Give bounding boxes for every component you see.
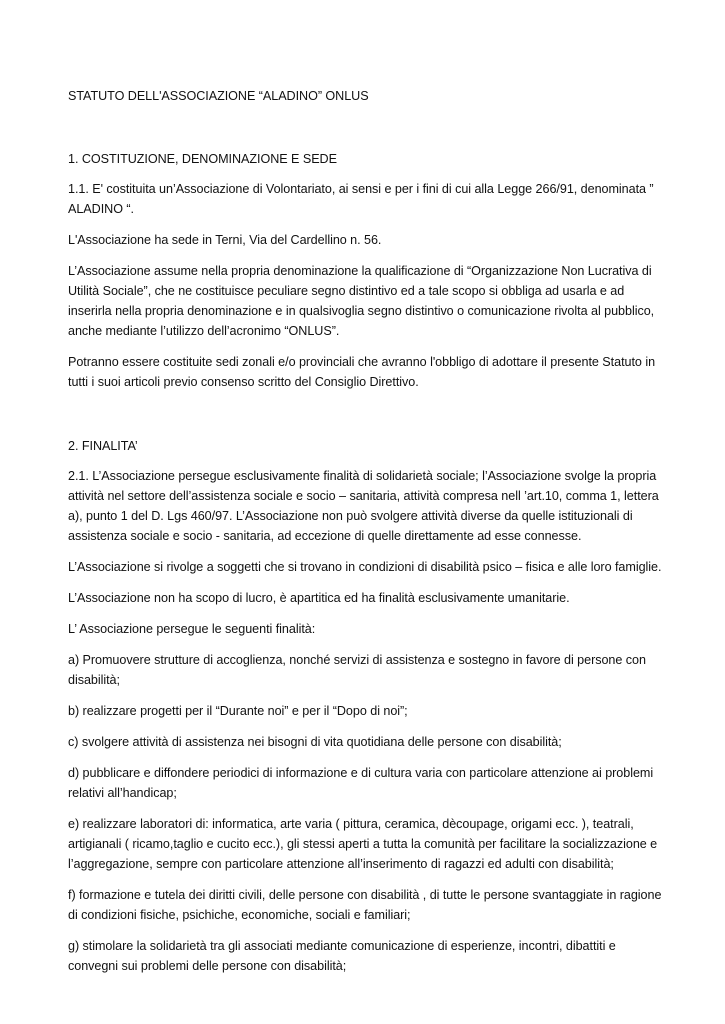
document-body [68, 86, 668, 987]
paragraph: L’ Associazione persegue le seguenti finalità: [68, 622, 316, 636]
list-item: e) realizzare laboratori di: informatica, arte varia ( pittura, ceramica, dècoupage, origami ecc. ), teatrali, artigianali ( ricamo,taglio e cucito ecc.), gli stessi aperti a tutta la comunità per facilitare la socializzazione e l’aggregazione, sempre con particolare attenzione all’inserimento di ragazzi ed adulti con disabilità; [68, 817, 658, 871]
list-item: g) stimolare la solidarietà tra gli associati mediante comunicazione di esperienze, incontri, dibattiti e convegni sui problemi delle persone con disabilità; [68, 939, 616, 973]
section-finalita [68, 436, 668, 976]
list-item: b) realizzare progetti per il “Durante noi” e per il “Dopo di noi”; [68, 704, 408, 718]
paragraph: L’Associazione si rivolge a soggetti che si trovano in condizioni di disabilità psico – fisica e alle loro famiglie. [68, 560, 662, 574]
paragraph: 2.1. L’Associazione persegue esclusivamente finalità di solidarietà sociale; l’Associazione svolge la propria attività nel settore dell’assistenza sociale e socio – sanitaria, attività compresa nell ’art.10, comma 1, lettera a), punto 1 del D. Lgs 460/97. L’Associazione non può svolgere attività diverse da quelle istituzionali di assistenza sociale e socio - sanitaria, ad eccezione di quelle direttamente ad esse connesse. [68, 469, 659, 543]
list-item: c) svolgere attività di assistenza nei bisogni di vita quotidiana delle persone con disabilità; [68, 735, 562, 749]
list-item: a) Promuovere strutture di accoglienza, nonché servizi di assistenza e sostegno in favore di persone con disabilità; [68, 653, 646, 687]
section-costituzione [68, 149, 668, 392]
paragraph: L’Associazione non ha scopo di lucro, è apartitica ed ha finalità esclusivamente umanitarie. [68, 591, 570, 605]
list-item: d) pubblicare e diffondere periodici di informazione e di cultura varia con particolare attenzione ai problemi relativi all’handicap; [68, 766, 654, 800]
section-spacer [68, 403, 668, 436]
section-heading: 1. COSTITUZIONE, DENOMINAZIONE E SEDE [68, 152, 337, 166]
paragraph: L'Associazione ha sede in Terni, Via del Cardellino n. 56. [68, 233, 382, 247]
list-item: f) formazione e tutela dei diritti civili, delle persone con disabilità , di tutte le persone svantaggiate in ragione di condizioni fisiche, psichiche, economiche, sociali e familiari; [68, 888, 662, 922]
document-title: STATUTO DELL'ASSOCIAZIONE “ALADINO” ONLUS [68, 89, 369, 103]
paragraph: L’Associazione assume nella propria denominazione la qualificazione di “Organizzazione Non Lucrativa di Utilità Sociale”, che ne costituisce peculiare segno distintivo ed a tale scopo si obbliga ad usarla e ad inserirla nella propria denominazione e in qualsivoglia segno distintivo o comunicazione rivolta al pubblico, anche mediante l’utilizzo dell’acronimo “ONLUS”. [68, 264, 655, 338]
paragraph: Potranno essere costituite sedi zonali e/o provinciali che avranno l'obbligo di adottare il presente Statuto in tutti i suoi articoli previo consenso scritto del Consiglio Direttivo. [68, 355, 656, 389]
paragraph: 1.1. E' costituita un’Associazione di Volontariato, ai sensi e per i fini di cui alla Legge 266/91, denominata ” ALADINO “. [68, 182, 654, 216]
section-heading: 2. FINALITA’ [68, 439, 138, 453]
